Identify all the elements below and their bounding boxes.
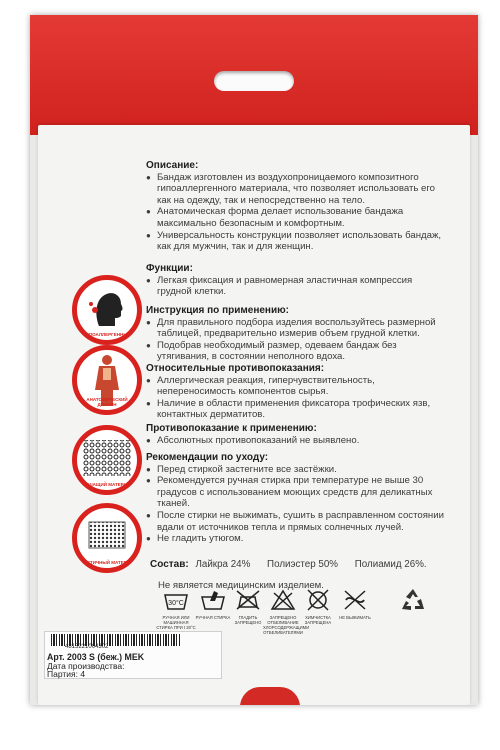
badge-label: АНАТОМИЧЕСКИЙ ДИЗАЙН xyxy=(86,397,128,407)
hang-hole xyxy=(214,71,294,91)
badge-label: ДЫШАЩИЙ МАТЕРИАЛ xyxy=(80,482,134,487)
package xyxy=(30,15,478,705)
icon-caption: ХИМЧИСТКА ЗАПРЕЩЕНА xyxy=(304,615,332,625)
functions-item: ● Легкая фиксация и равномерная эластичная компрессия грудной клетки. xyxy=(146,275,446,298)
no-bleach-icon xyxy=(270,589,296,611)
relative-contra-section xyxy=(146,363,446,421)
product-sticker xyxy=(44,631,222,679)
instructions-item: ● Для правильного подбора изделия воспользуйтесь размерной таблицей, предварительно измерив объем грудной клетки. xyxy=(146,317,446,340)
care-heading: Рекомендации по уходу: xyxy=(146,452,269,463)
description-item: ● Универсальность конструкции позволяет использовать бандаж, как для мужчин, так и для женщин. xyxy=(146,230,446,253)
elastic-material-badge xyxy=(72,503,142,573)
instructions-heading: Инструкция по применению: xyxy=(146,305,289,316)
bottom-red-tab xyxy=(240,687,300,705)
functions-heading: Функции: xyxy=(146,263,193,274)
description-item: ● Бандаж изготовлен из воздухопроницаемого композитного гипоаллергенного материала, что позволяет использовать его как на одежду, так и непосредственно на тело. xyxy=(146,172,446,207)
disclaimer: Не является медицинским изделием. xyxy=(158,580,324,591)
icon-caption: РУЧНАЯ ИЛИ МАШИННАЯ СТИРКА ПРИ t 30°С xyxy=(156,615,196,630)
svg-text:30°C: 30°C xyxy=(168,600,184,607)
description-item: ● Анатомическая форма делает использование бандажа максимально безопасным и комфортным. xyxy=(146,206,446,229)
fabric-swatch-icon xyxy=(77,508,137,568)
badge-label: ГИПОАЛЛЕРГЕННЫЙ xyxy=(83,332,131,337)
mesh-icon xyxy=(77,430,137,490)
no-iron-icon xyxy=(235,589,261,611)
instructions-item: ● Подобрав необходимый размер, одеваем бандаж без утягивания, в состоянии неполного вдоха. xyxy=(146,340,446,363)
production-date-label: Дата производства: xyxy=(47,661,125,671)
anatomic-design-badge xyxy=(72,345,142,415)
icon-caption: ГЛАДИТЬ ЗАПРЕЩЕНО xyxy=(234,615,262,625)
composition-part: Полиэстер 50% xyxy=(267,559,339,570)
composition-part: Лайкра 24% xyxy=(195,559,251,570)
batch-number: Партия: 4 xyxy=(47,669,86,679)
no-dry-clean-icon xyxy=(305,589,331,611)
relative-contra-item: ● Наличие в области применения фиксатора трофических язв, контактных дерматитов. xyxy=(146,398,446,421)
functions-section xyxy=(146,263,446,298)
composition-part: Полиамид 26%. xyxy=(354,559,427,570)
icon-caption: РУЧНАЯ СТИРКА xyxy=(195,615,231,620)
head-profile-icon xyxy=(77,280,137,340)
hypoallergenic-badge xyxy=(72,275,142,345)
no-wring-icon xyxy=(342,589,368,611)
care-section xyxy=(146,452,446,545)
care-item: ● Перед стиркой застегните все застёжки. xyxy=(146,464,446,476)
absolute-contra-item: ● Абсолютных противопоказаний не выявлено. xyxy=(146,435,446,447)
absolute-contra-section xyxy=(146,423,446,446)
absolute-contra-heading: Противопоказание к применению: xyxy=(146,423,317,434)
recycle-icon xyxy=(398,587,428,613)
instructions-section xyxy=(146,305,446,363)
composition-label: Состав: xyxy=(150,559,189,570)
relative-contra-heading: Относительные противопоказания: xyxy=(146,363,325,374)
care-item: ● Рекомендуется ручная стирка при температуре не выше 30 градусов с использованием моющих средств для деликатных тканей. xyxy=(146,475,446,510)
care-item: ● Не гладить утюгом. xyxy=(146,533,446,545)
barcode-number: 4815221004302 xyxy=(65,644,109,650)
icon-caption: ЗАПРЕЩЕНО ОТБЕЛИВАНИЕ ХЛОРСОДЕРЖАЩИМИ ОТБЕЛИВАТЕЛЯМИ xyxy=(263,615,310,635)
composition-line xyxy=(150,559,470,571)
badge-label: ЭЛАСТИЧНЫЙ МАТЕРИАЛ xyxy=(77,560,137,565)
description-section xyxy=(146,160,446,253)
icon-caption: НЕ ВЫЖИМАТЬ xyxy=(339,615,371,620)
hand-wash-only-icon xyxy=(200,589,226,611)
description-heading: Описание: xyxy=(146,160,199,171)
breathable-material-badge xyxy=(72,425,142,495)
care-item: ● После стирки не выжимать, сушить в расправленном состоянии вдали от источников тепла и прямых солнечных лучей. xyxy=(146,510,446,533)
article-number: Арт. 2003 S (беж.) MEK xyxy=(47,652,145,662)
relative-contra-item: ● Аллергическая реакция, гиперчувствительность, непереносимость компонентов сырья. xyxy=(146,375,446,398)
hand-wash-icon xyxy=(163,589,189,611)
